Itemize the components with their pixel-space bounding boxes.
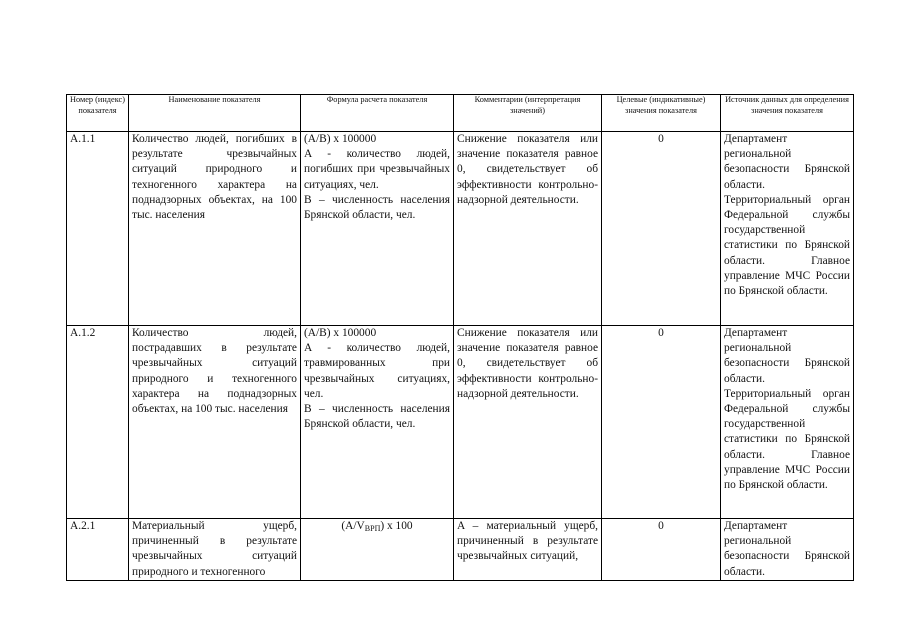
indicator-target: 0: [602, 326, 721, 519]
header-comment: Комментарии (интерпретация значений): [454, 95, 602, 132]
header-target: Целевые (индикативные) значения показателя: [602, 95, 721, 132]
indicator-comment: Снижение показателя или значение показателя равное 0, свидетельствует об эффективности контрольно-надзорной деятельности.: [454, 132, 602, 326]
formula-var-a: A - количество людей, погибших при чрезвычайных ситуациях, чел.: [304, 148, 450, 191]
formula-var-b: B – численность населения Брянской области, чел.: [304, 403, 450, 431]
header-name: Наименование показателя: [129, 95, 301, 132]
indicator-formula: [301, 132, 454, 326]
indicator-formula: [301, 519, 454, 581]
indicator-name: Количество людей, пострадавших в результате чрезвычайных ситуаций природного и техногенного характера на поднадзорных объектах, на 100 тыс. населения: [129, 326, 301, 519]
header-index: Номер (индекс) показателя: [67, 95, 129, 132]
formula-var-a: A - количество людей, травмированных при чрезвычайных ситуациях, чел.: [304, 342, 450, 400]
header-formula: Формула расчета показателя: [301, 95, 454, 132]
indicator-index: A.1.2: [67, 326, 129, 519]
indicator-source: Департамент региональной безопасности Брянской области.: [721, 519, 854, 581]
indicator-comment: A – материальный ущерб, причиненный в результате чрезвычайных ситуаций,: [454, 519, 602, 581]
indicator-comment: Снижение показателя или значение показателя равное 0, свидетельствует об эффективности контрольно-надзорной деятельности.: [454, 326, 602, 519]
indicator-name: Количество людей, погибших в результате чрезвычайных ситуаций природного и техногенного характера на поднадзорных объектах, на 100 тыс. населения: [129, 132, 301, 326]
formula-main: (A/B) x 100000: [304, 327, 377, 339]
formula-main-tail: ) x 100: [380, 520, 413, 532]
table-row: [67, 326, 854, 519]
formula-main-subscript: ВРП: [364, 524, 381, 533]
indicator-source: Департамент региональной безопасности Брянской области. Территориальный орган Федеральной службы государственной статистики по Брянской области. Главное управление МЧС России по Брянской области.: [721, 132, 854, 326]
formula-var-b: B – численность населения Брянской области, чел.: [304, 193, 450, 222]
table-row: [67, 519, 854, 581]
indicator-index: A.2.1: [67, 519, 129, 581]
indicator-source: Департамент региональной безопасности Брянской области. Территориальный орган Федеральной службы государственной статистики по Брянской области. Главное управление МЧС России по Брянской области.: [721, 326, 854, 519]
indicators-table: [66, 94, 854, 581]
formula-main-base: (A/V: [341, 520, 365, 532]
formula-main: (A/B) x 100000: [304, 133, 377, 145]
indicator-target: 0: [602, 132, 721, 326]
indicator-formula: [301, 326, 454, 519]
indicator-name: Материальный ущерб, причиненный в результате чрезвычайных ситуаций природного и техногенного: [129, 519, 301, 581]
table-header-row: [67, 95, 854, 132]
indicator-target: 0: [602, 519, 721, 581]
table-row: [67, 132, 854, 326]
header-source: Источник данных для определения значения показателя: [721, 95, 854, 132]
indicator-index: A.1.1: [67, 132, 129, 326]
